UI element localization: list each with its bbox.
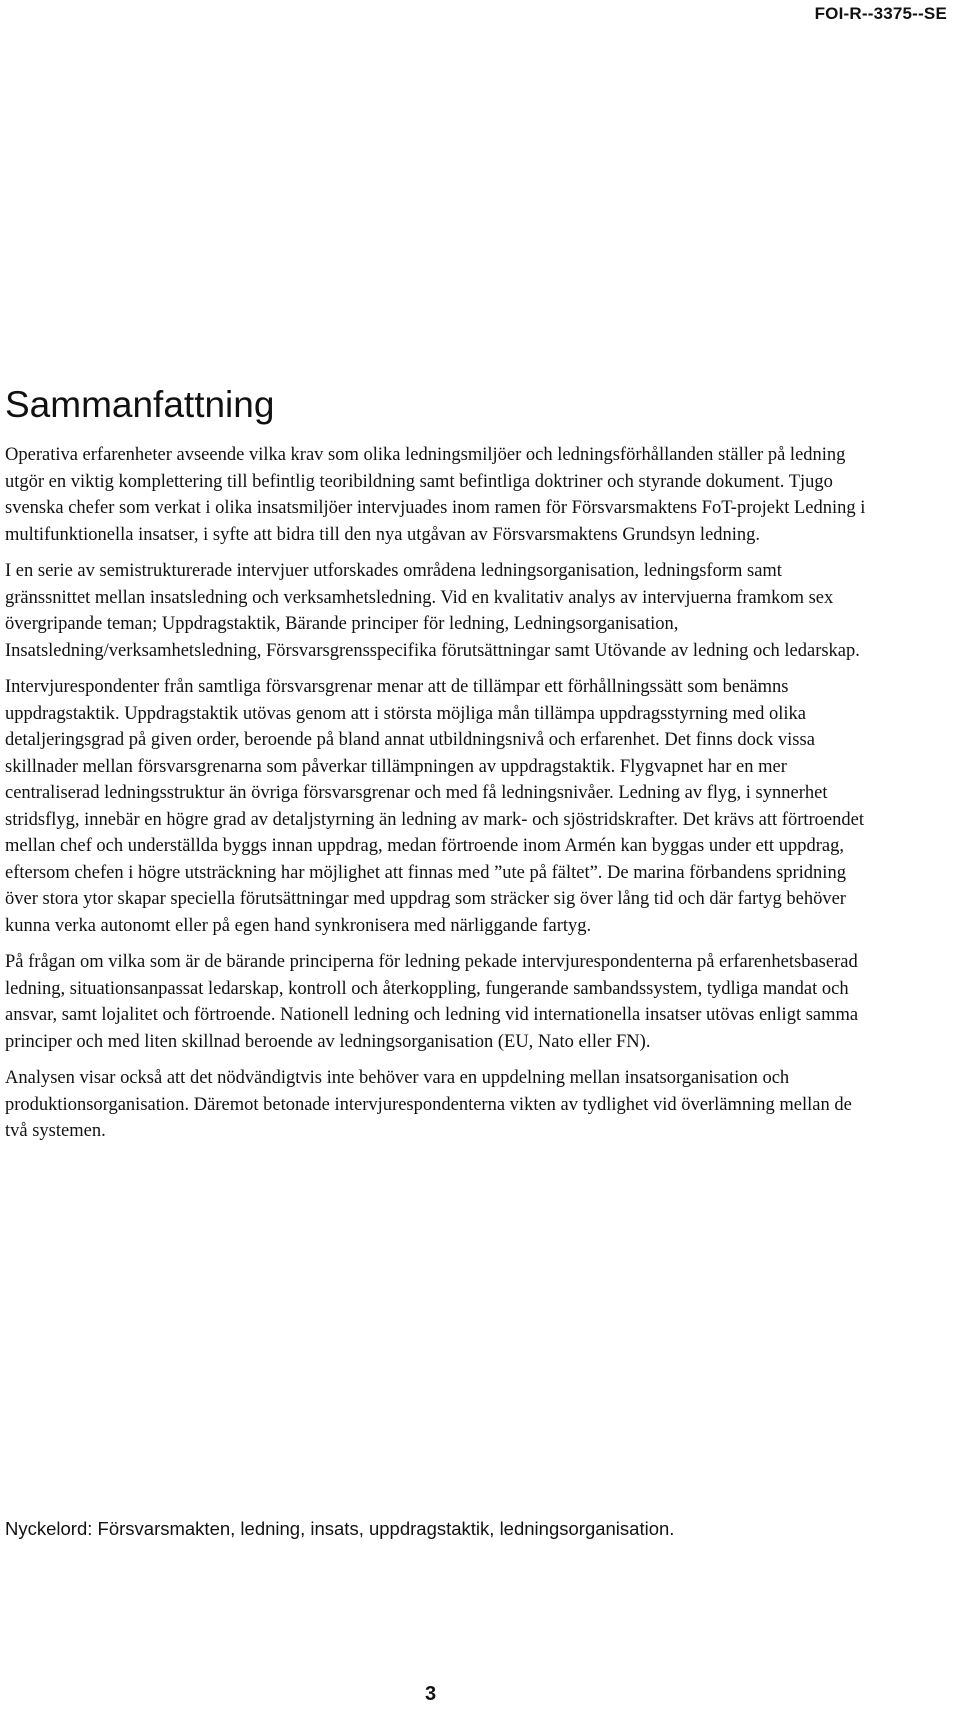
report-id: FOI-R--3375--SE (814, 4, 947, 23)
paragraph: På frågan om vilka som är de bärande principerna för ledning pekade intervjurespondenterna på erfarenhetsbaserad ledning, situationsanpassat ledarskap, kontroll och återkoppling, fungerande sambandssystem, tydliga mandat och ansvar, samt lojalitet och förtroende. Nationell ledning och ledning vid internationella insatser utövas enligt samma principer och med liten skillnad beroende av ledningsorganisation (EU, Nato eller FN). (5, 952, 859, 1052)
paragraph: I en serie av semistrukturerade intervjuer utforskades områdena ledningsorganisation, ledningsform samt gränssnittet mellan insatsledning och verksamhetsledning. Vid en kvalitativ analys av intervjuerna framkom sex övergripande teman; Uppdragstaktik, Bärande principer för ledning, Ledningsorganisation, Insatsledning/verksamhetsledning, Försvarsgrensspecifika förutsättningar samt Utövande av ledning och ledarskap. (5, 561, 860, 661)
page-number: 3 (425, 1683, 437, 1705)
summary-body (5, 442, 870, 1155)
paragraph: Analysen visar också att det nödvändigtvis inte behöver vara en uppdelning mellan insatsorganisation och produktionsorganisation. Däremot betonade intervjurespondenterna vikten av tydlighet vid överlämning mellan de två systemen. (5, 1068, 852, 1141)
page-title: Sammanfattning (5, 384, 275, 425)
paragraph: Operativa erfarenheter avseende vilka krav som olika ledningsmiljöer och ledningsförhållanden ställer på ledning utgör en viktig komplettering till befintlig teoribildning samt befintliga doktriner och styrande dokument. Tjugo svenska chefer som verkat i olika insatsmiljöer intervjuades inom ramen för Försvarsmaktens FoT-projekt Ledning i multifunktionella insatser, i syfte att bidra till den nya utgåvan av Försvarsmaktens Grundsyn ledning. (5, 445, 866, 545)
paragraph: Intervjurespondenter från samtliga försvarsgrenar menar att de tillämpar ett förhållningssätt som benämns uppdragstaktik. Uppdragstaktik utövas genom att i största möjliga mån tillämpa uppdragsstyrning med olika detaljeringsgrad på given order, beroende på bland annat utbildningsnivå och erfarenhet. Det finns dock vissa skillnader mellan försvarsgrenarna som påverkar tillämpningen av uppdragstaktik. Flygvapnet har en mer centraliserad ledningsstruktur än övriga försvarsgrenar och med få ledningsnivåer. Ledning av flyg, i synnerhet stridsflyg, innebär en högre grad av detaljstyrning än ledning av mark- och sjöstridskrafter. Det krävs att förtroendet mellan chef och underställda byggs innan uppdrag, medan förtroende inom Armén kan byggas under ett uppdrag, eftersom chefen i högre utsträckning har möjlighet att finnas med ”ute på fältet”. De marina förbandens spridning över stora ytor skapar speciella förutsättningar med uppdrag som sträcker sig över lång tid och där fartyg behöver kunna verka autonomt eller på egen hand synkronisera med närliggande fartyg. (5, 677, 864, 936)
keywords: Nyckelord: Försvarsmakten, ledning, insats, uppdragstaktik, ledningsorganisation. (5, 1518, 675, 1539)
